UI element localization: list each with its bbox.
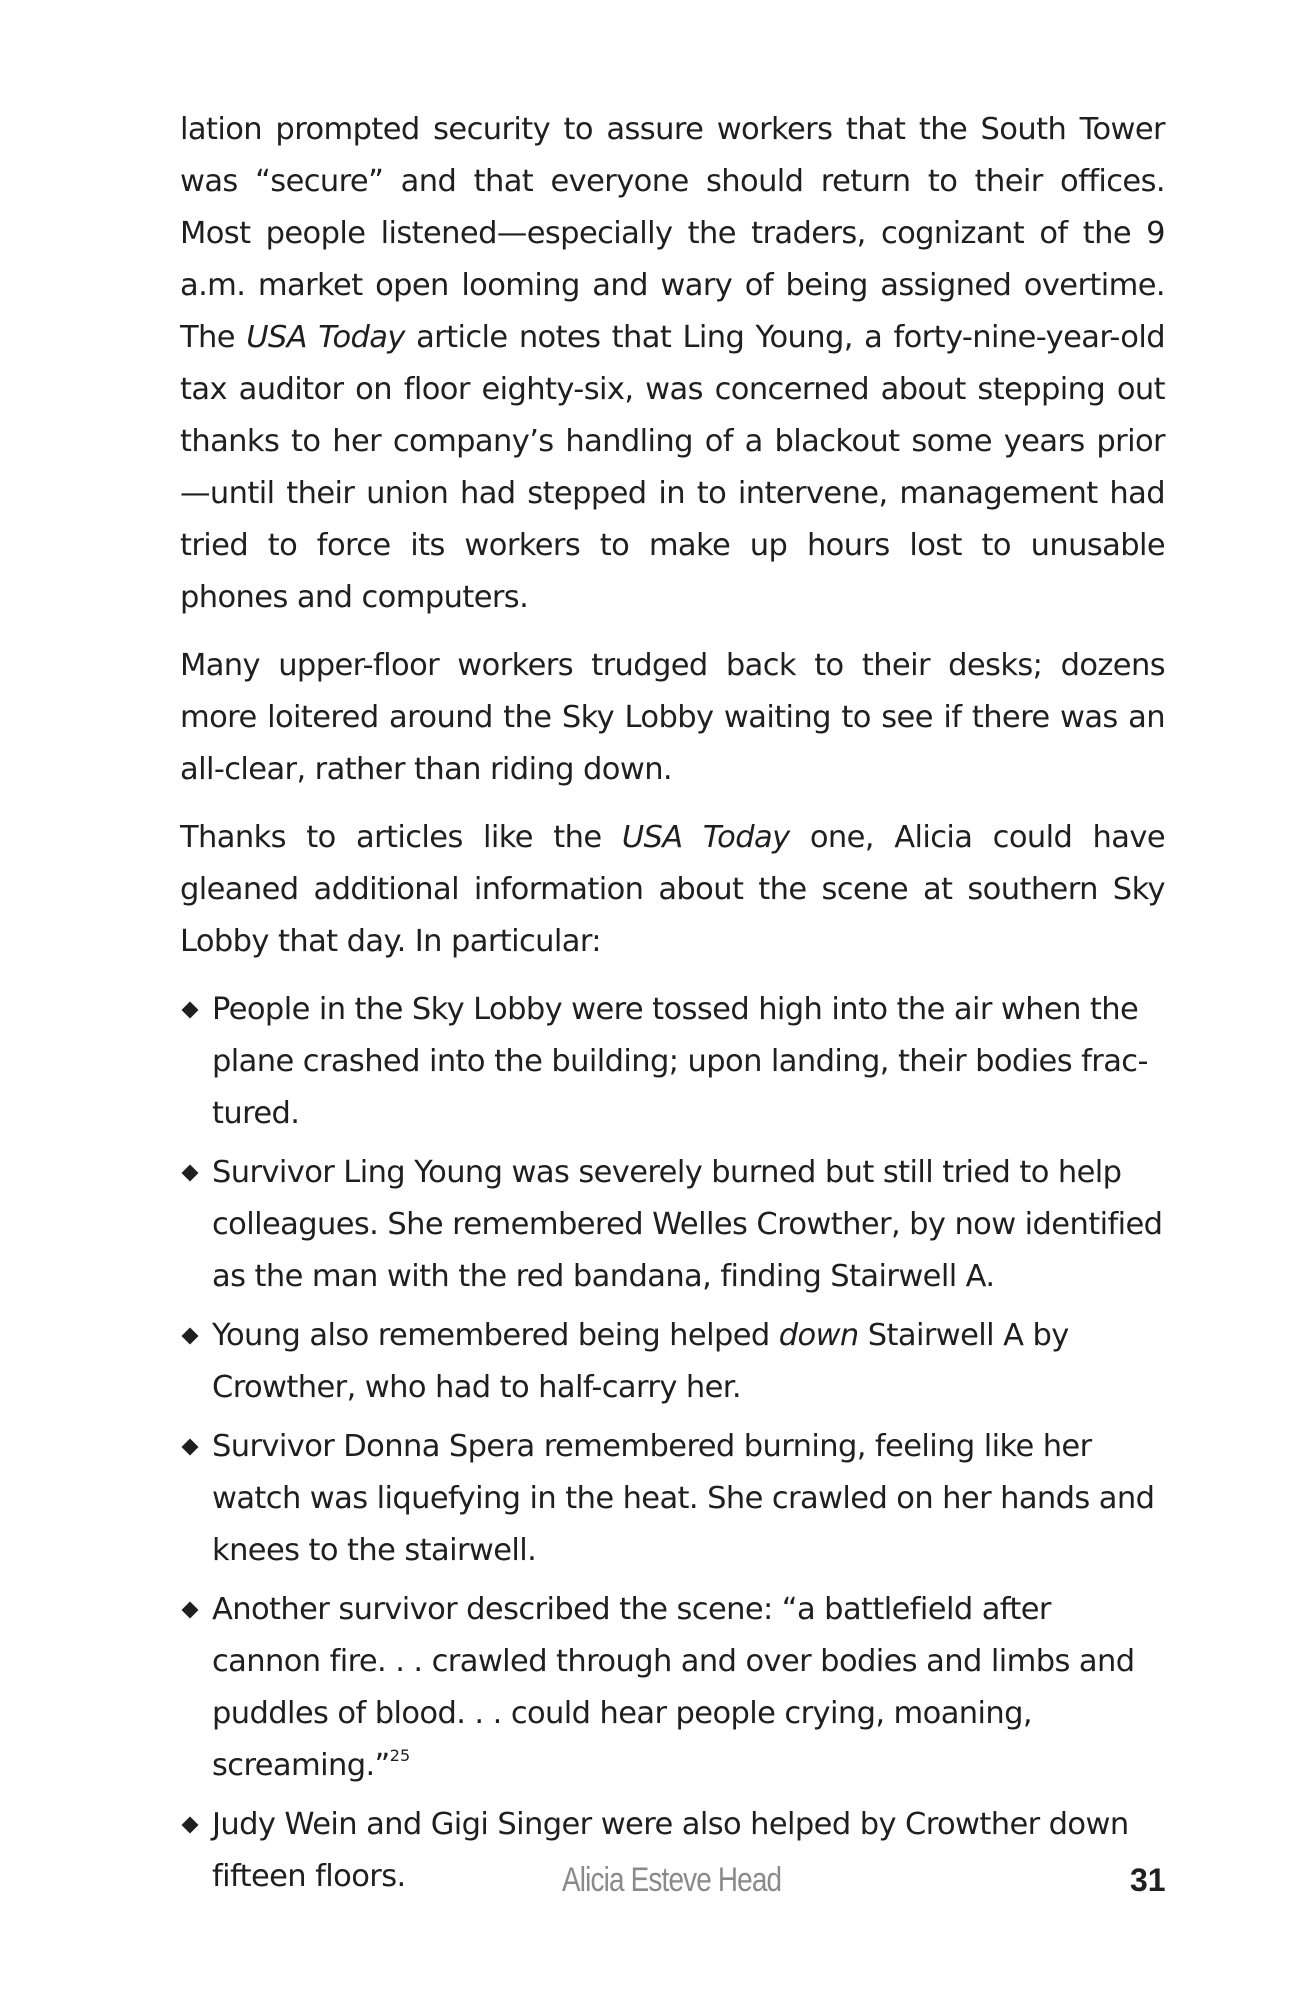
page-number: 31	[1130, 1862, 1166, 1898]
diamond-bullet-icon	[182, 1165, 199, 1182]
page-body	[180, 104, 1165, 1910]
body-paragraph	[180, 640, 1165, 796]
diamond-bullet-icon	[182, 1002, 199, 1019]
publication-title: USA Today	[621, 820, 790, 855]
paragraph-text: Thanks to articles like the	[180, 820, 622, 855]
running-head: Alicia Esteve Head	[562, 1861, 782, 1899]
list-item-text: Survivor Ling Young was severely burned but still tried to help colleagues. She remembered Welles Crowther, by now identified as the man with the red bandana, finding Stairwell A.	[212, 1155, 1163, 1294]
list-item	[180, 1310, 1165, 1414]
list-item-text: Survivor Donna Spera remembered burning, feeling like her watch was liquefying in the heat. She crawled on her hands and knees to the stairwell.	[212, 1429, 1155, 1568]
list-item-text: Judy Wein and Gigi Singer were also helped by Crowther down fifteen floors.	[212, 1807, 1129, 1894]
diamond-bullet-icon	[182, 1328, 199, 1345]
list-item-text: Another survivor described the scene: “a battlefield after cannon fire. . . crawled through and over bodies and limbs and puddles of blood. . . could hear people crying, moaning, screaming.”	[212, 1592, 1135, 1783]
list-item-text: People in the Sky Lobby were tossed high into the air when the plane crashed into the building; upon landing, their bodies frac-tured.	[212, 992, 1148, 1131]
emphasis-text: down	[778, 1318, 859, 1353]
list-item-text: Young also remembered being helped	[212, 1318, 779, 1353]
list-item	[180, 1584, 1165, 1792]
list-item-text: Stairwell A by Crowther, who had to half-carry her.	[212, 1318, 1069, 1405]
list-item	[180, 984, 1165, 1140]
diamond-bullet-icon	[182, 1817, 199, 1834]
footnote-marker[interactable]: 25	[389, 1746, 411, 1765]
diamond-bullet-icon	[182, 1439, 199, 1456]
list-item	[180, 1421, 1165, 1577]
diamond-bullet-icon	[182, 1602, 199, 1619]
paragraph-text: lation prompted security to assure workers that the South Tower was “secure” and that everyone should return to their offices. Most people listened—especially the traders, cognizant of the 9 a.m. market open looming and wary of being assigned overtime. The	[180, 112, 1165, 355]
list-item	[180, 1147, 1165, 1303]
paragraph-text: one, Alicia could have gleaned additional information about the scene at southern Sky Lobby that day. In particular:	[180, 820, 1165, 959]
paragraph-text: Many upper-floor workers trudged back to their desks; dozens more loitered around the Sky Lobby waiting to see if there was an all-clear, rather than riding down.	[180, 648, 1165, 787]
publication-title: USA Today	[246, 320, 405, 355]
paragraph-text: article notes that Ling Young, a forty-nine-year-old tax auditor on floor eighty-six, was concerned about stepping out thanks to her company’s handling of a blackout some years prior—until their union had stepped in to intervene, management had tried to force its workers to make up hours lost to unusable phones and computers.	[180, 320, 1165, 615]
body-paragraph	[180, 104, 1165, 624]
body-paragraph	[180, 812, 1165, 968]
bullet-list	[180, 984, 1165, 1903]
